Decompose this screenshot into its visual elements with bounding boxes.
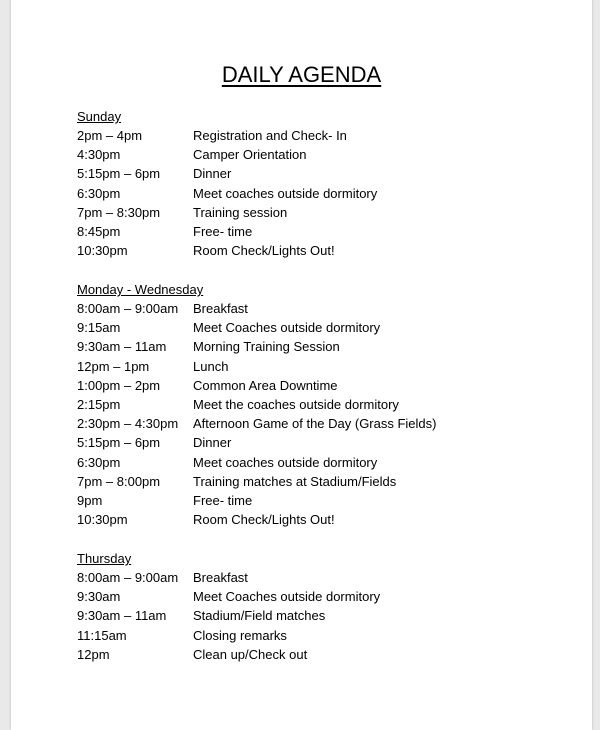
agenda-event: Free- time xyxy=(193,492,253,508)
agenda-time: 8:00am – 9:00am xyxy=(77,570,179,585)
agenda-row xyxy=(77,645,557,664)
document-page xyxy=(11,0,592,730)
agenda-row xyxy=(77,433,557,452)
agenda-event: Common Area Downtime xyxy=(193,377,338,393)
agenda-event: Training session xyxy=(193,204,288,220)
agenda-event: Closing remarks xyxy=(193,627,287,643)
agenda-event: Meet the coaches outside dormitory xyxy=(193,396,399,412)
agenda-event: Registration and Check- In xyxy=(193,128,347,143)
agenda-time: 9:15am xyxy=(77,320,121,336)
agenda-row xyxy=(77,318,557,337)
agenda-time: 9:30am – 11am xyxy=(77,339,167,355)
agenda-time: 9:30am – 11am xyxy=(77,608,167,624)
agenda-time: 2pm – 4pm xyxy=(77,128,143,143)
agenda-event: Meet Coaches outside dormitory xyxy=(193,589,381,605)
agenda-event: Room Check/Lights Out! xyxy=(193,512,335,528)
agenda-row xyxy=(77,241,557,260)
agenda-time: 11:15am xyxy=(77,627,127,643)
agenda-row xyxy=(77,472,557,491)
agenda-row xyxy=(77,126,557,145)
agenda-row xyxy=(77,606,557,625)
agenda-time: 2:15pm xyxy=(77,396,121,412)
agenda-time: 7pm – 8:30pm xyxy=(77,204,161,220)
agenda-time: 12pm – 1pm xyxy=(77,358,150,374)
agenda-row xyxy=(77,184,557,203)
agenda-row xyxy=(77,164,557,183)
section-heading: Thursday xyxy=(77,551,132,566)
agenda-event: Free- time xyxy=(193,223,253,239)
agenda-row xyxy=(77,626,557,645)
agenda-event: Dinner xyxy=(193,166,232,182)
agenda-row xyxy=(77,587,557,606)
agenda-section-sunday xyxy=(77,107,557,260)
agenda-row xyxy=(77,510,557,529)
agenda-time: 5:15pm – 6pm xyxy=(77,435,161,451)
agenda-time: 1:00pm – 2pm xyxy=(77,377,161,393)
agenda-event: Morning Training Session xyxy=(193,339,340,355)
agenda-row xyxy=(77,299,557,318)
agenda-row xyxy=(77,453,557,472)
agenda-event: Room Check/Lights Out! xyxy=(193,243,335,259)
agenda-event: Breakfast xyxy=(193,570,248,585)
agenda-time: 6:30pm xyxy=(77,185,121,201)
agenda-event: Training matches at Stadium/Fields xyxy=(193,473,397,489)
agenda-event: Camper Orientation xyxy=(193,147,307,163)
agenda-row xyxy=(77,337,557,356)
agenda-time: 12pm xyxy=(77,646,110,662)
page-title: DAILY AGENDA xyxy=(221,62,382,87)
agenda-event: Meet coaches outside dormitory xyxy=(193,185,378,201)
agenda-row xyxy=(77,203,557,222)
agenda-time: 8:00am – 9:00am xyxy=(77,301,179,316)
section-heading: Sunday xyxy=(77,109,122,124)
agenda-row xyxy=(77,222,557,241)
agenda-row xyxy=(77,568,557,587)
agenda-row xyxy=(77,414,557,433)
agenda-time: 10:30pm xyxy=(77,243,128,259)
agenda-section-thursday xyxy=(77,549,557,664)
agenda-row xyxy=(77,145,557,164)
agenda-row xyxy=(77,357,557,376)
agenda-event: Stadium/Field matches xyxy=(193,608,326,624)
agenda-event: Meet Coaches outside dormitory xyxy=(193,320,381,336)
agenda-time: 9:30am xyxy=(77,589,121,605)
agenda-time: 4:30pm xyxy=(77,147,121,163)
agenda-time: 9pm xyxy=(77,492,103,508)
agenda-row xyxy=(77,376,557,395)
agenda-time: 10:30pm xyxy=(77,512,128,528)
agenda-event: Dinner xyxy=(193,435,232,451)
agenda-time: 7pm – 8:00pm xyxy=(77,473,161,489)
agenda-time: 6:30pm xyxy=(77,454,121,470)
agenda-event: Lunch xyxy=(193,358,229,374)
agenda-event: Breakfast xyxy=(193,301,248,316)
agenda-time: 5:15pm – 6pm xyxy=(77,166,161,182)
agenda-row xyxy=(77,491,557,510)
section-heading: Monday - Wednesday xyxy=(77,282,204,297)
agenda-section-monday-wednesday xyxy=(77,280,557,529)
agenda-event: Clean up/Check out xyxy=(193,646,308,662)
agenda-time: 8:45pm xyxy=(77,223,121,239)
agenda-event: Meet coaches outside dormitory xyxy=(193,454,378,470)
agenda-time: 2:30pm – 4:30pm xyxy=(77,416,179,432)
agenda-event: Afternoon Game of the Day (Grass Fields) xyxy=(193,416,437,432)
agenda-row xyxy=(77,395,557,414)
